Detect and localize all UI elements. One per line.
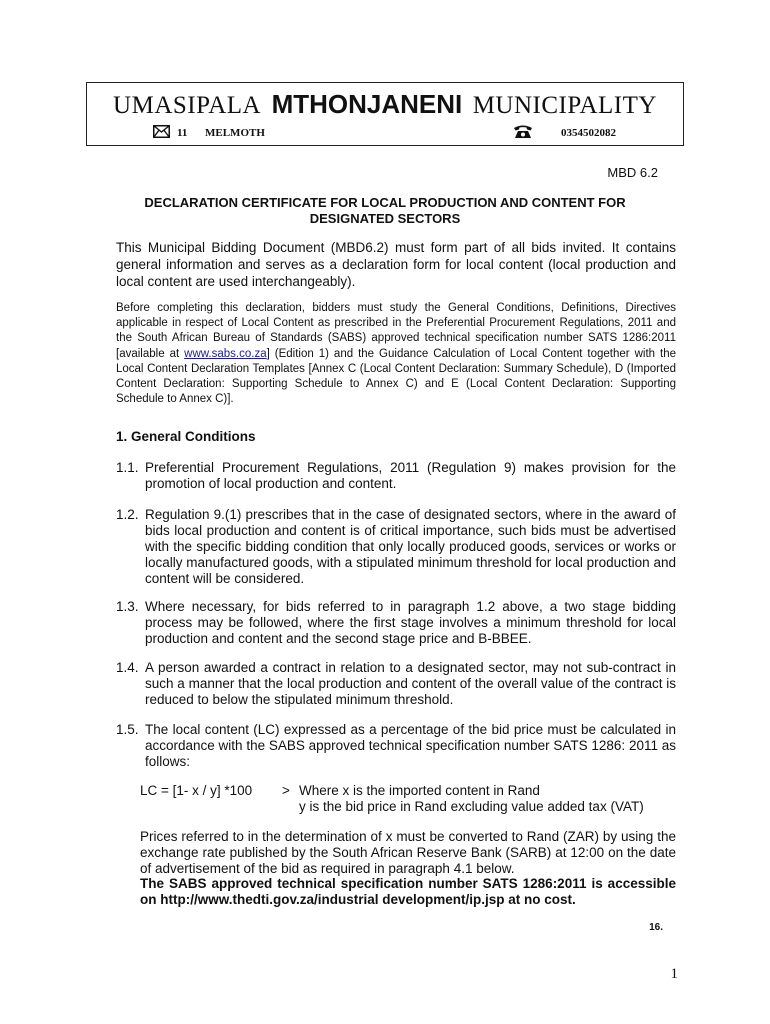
sabs-link[interactable]: www.sabs.co.za	[184, 347, 267, 360]
list-item	[116, 722, 676, 770]
list-item	[116, 507, 676, 587]
municipality-header	[86, 82, 684, 146]
envelope-icon	[153, 125, 170, 138]
page-title	[100, 195, 670, 227]
header-title	[87, 89, 683, 120]
item-number: 1.4.	[116, 660, 139, 675]
sabs-availability-paragraph: The SABS approved technical specification number SATS 1286:2011 is accessible on http://www.thedti.gov.za/industrial development/ip.jsp at no cost.	[140, 876, 676, 907]
intro-paragraph: This Municipal Bidding Document (MBD6.2) must form part of all bids invited. It contains general information and serves as a declaration form for local content (local production and local content are used interchangeably).	[116, 240, 676, 289]
item-number: 1.5.	[116, 722, 139, 737]
item-text: Preferential Procurement Regulations, 2011 (Regulation 9) makes provision for the promotion of local production and content.	[145, 460, 676, 491]
item-number: 1.1.	[116, 460, 139, 475]
before-text-a: Before completing this declaration, bidders must study the General Conditions, Definitions, Directives applicable in respect of Local Content as prescribed in the Preferential Procurement Regulations, 2011 and the South African Bureau of Standards (SABS) approved technical specification number SATS 1286:2011 [available at	[116, 302, 676, 360]
item-number: 1.3.	[116, 599, 139, 614]
page-number: 1	[670, 966, 678, 982]
po-box: 11	[177, 127, 188, 139]
formula-y-definition: y is the bid price in Rand excluding value added tax (VAT)	[299, 799, 644, 814]
list-item	[116, 660, 676, 708]
telephone-icon	[513, 124, 533, 139]
title-line-1: DECLARATION CERTIFICATE FOR LOCAL PRODUCTION AND CONTENT FOR	[144, 195, 626, 210]
header-prefix: UMASIPALA	[113, 92, 262, 119]
list-item	[116, 599, 676, 647]
document-code: MBD 6.2	[607, 165, 658, 180]
item-text: Regulation 9.(1) prescribes that in the case of designated sectors, where in the award of bids local production and content is of critical importance, such bids must be advertised with the specific bidding condition that only locally produced goods, services or works or locally manufactured goods, with a stipulated minimum threshold for local production and content will be considered.	[145, 507, 676, 586]
item-text: Where necessary, for bids referred to in paragraph 1.2 above, a two stage bidding process may be followed, where the first stage involves a minimum threshold for local production and content and the second stage price and B-BBEE.	[145, 599, 676, 646]
formula-arrow: >	[282, 783, 290, 798]
before-completing-paragraph	[116, 301, 676, 407]
lc-formula: LC = [1- x / y] *100	[140, 783, 253, 798]
next-page-reference: 16.	[649, 922, 663, 933]
formula-x-definition: Where x is the imported content in Rand	[299, 783, 540, 798]
town: MELMOTH	[205, 127, 265, 139]
formula-definitions	[299, 783, 644, 815]
item-number: 1.2.	[116, 507, 139, 522]
municipality-name: MTHONJANENI	[271, 89, 463, 119]
prices-paragraph: Prices referred to in the determination of x must be converted to Rand (ZAR) by using the exchange rate published by the South African Reserve Bank (SARB) at 12:00 on the date of advertisement of the bid as required in paragraph 4.1 below.	[140, 829, 676, 876]
phone-number: 0354502082	[561, 127, 616, 139]
before-text-b: ] (Edition 1) and the Guidance Calculation of Local Content together with the Local Content Declaration Templates [Annex C (Local Content Declaration: Summary Schedule), D (Imported Content Declaration: Supporting Schedule to Annex C) and E (Local Content Declaration: Supporting Schedule to Annex C)].	[116, 347, 677, 406]
title-line-2: DESIGNATED SECTORS	[309, 211, 461, 226]
list-item	[116, 460, 676, 492]
section-heading: 1. General Conditions	[116, 429, 256, 444]
header-suffix: MUNICIPALITY	[472, 92, 657, 119]
item-text: A person awarded a contract in relation to a designated sector, may not sub-contract in such a manner that the local production and content of the overall value of the contract is reduced to below the stipulated minimum threshold.	[145, 660, 676, 707]
item-text: The local content (LC) expressed as a percentage of the bid price must be calculated in accordance with the SABS approved technical specification number SATS 1286: 2011 as follows:	[145, 722, 676, 769]
